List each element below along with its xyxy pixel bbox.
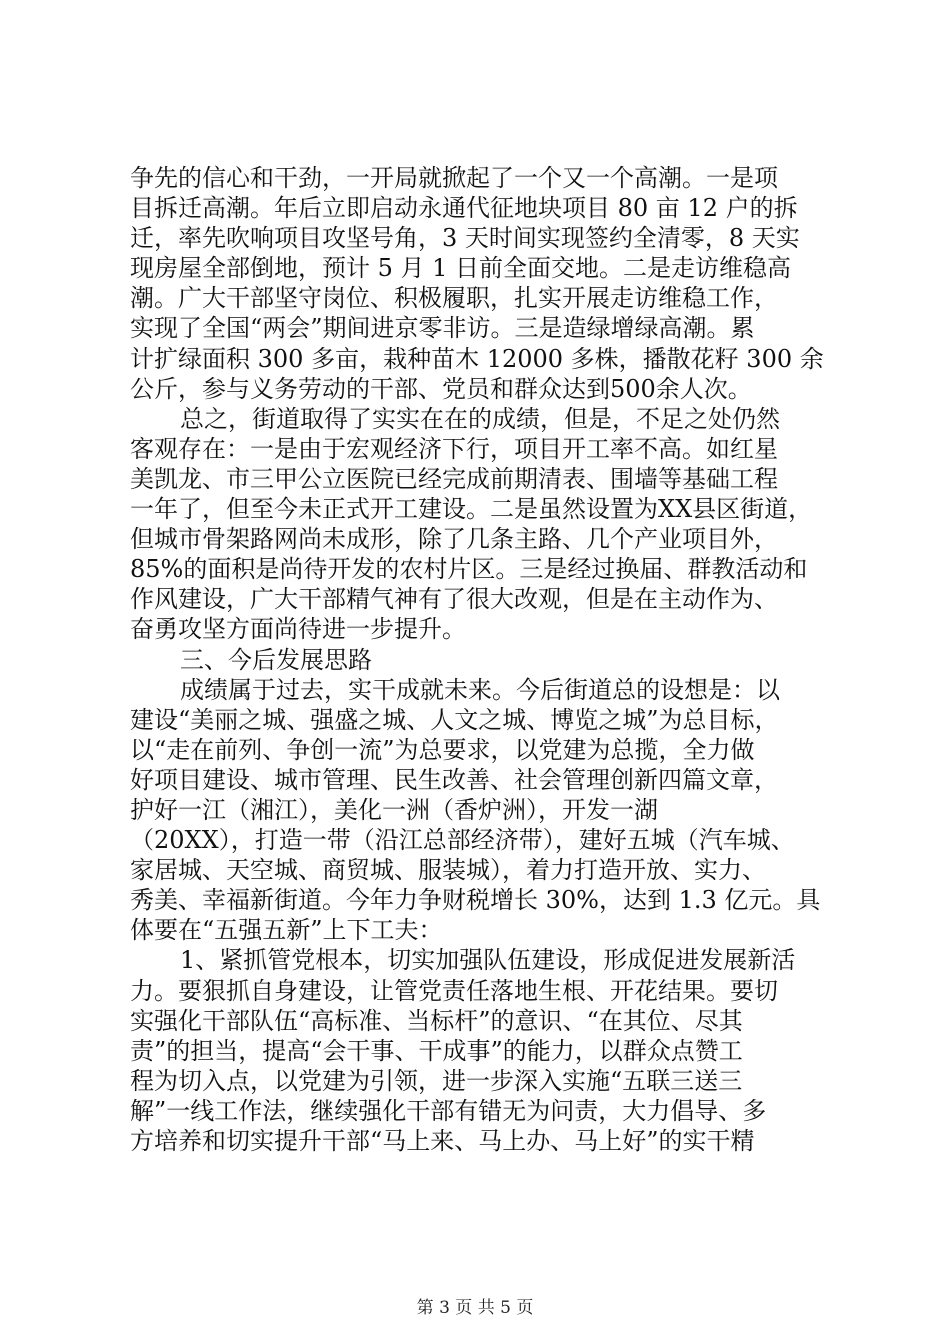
- text-line: 程为切入点，以党建为引领，进一步深入实施“五联三送三: [130, 1066, 743, 1095]
- text-line: 实强化干部队伍“高标准、当标杆”的意识、“在其位、尽其: [130, 1006, 743, 1035]
- text-line: 1、紧抓管党根本，切实加强队伍建设，形成促进发展新活: [180, 946, 796, 975]
- text-line: 潮。广大干部坚守岗位、积极履职，扎实开展走访维稳工作，: [130, 284, 778, 313]
- text-line: 实现了全国“两会”期间进京零非访。三是造绿增绿高潮。累: [130, 314, 755, 343]
- text-line: 争先的信心和干劲，一开局就掀起了一个又一个高潮。一是项: [130, 164, 778, 192]
- text-line: 客观存在：一是由于宏观经济下行，项目开工率不高。如红星: [130, 434, 778, 463]
- text-line: 美凯龙、市三甲公立医院已经完成前期清表、围墙等基础工程: [130, 464, 778, 493]
- text-line: 方培养和切实提升干部“马上来、马上办、马上好”的实干精: [130, 1127, 755, 1155]
- text-line: 计扩绿面积 300 多亩，栽种苗木 12000 多株，播散花籽 300 余: [130, 344, 824, 373]
- text-line: 体要在“五强五新”上下工夫：: [130, 916, 443, 945]
- text-line: 现房屋全部倒地，预计 5 月 1 日前全面交地。二是走访维稳高: [130, 254, 792, 283]
- body-text: [130, 163, 830, 1156]
- text-line: 作风建设，广大干部精气神有了很大改观，但是在主动作为、: [130, 585, 778, 614]
- text-line: 家居城、天空城、商贸城、服装城），着力打造开放、实力、: [130, 856, 766, 885]
- text-line: 但城市骨架路网尚未成形，除了几条主路、几个产业项目外，: [130, 525, 778, 554]
- page-number-footer: 第 3 页 共 5 页: [416, 1298, 534, 1318]
- text-line: 责”的担当，提高“会干事、干成事”的能力，以群众点赞工: [130, 1036, 743, 1065]
- text-line: 一年了，但至今未正式开工建设。二是虽然设置为XX县区街道，: [130, 495, 813, 524]
- text-line: （20XX），打造一带（沿江总部经济带），建好五城（汽车城、: [130, 826, 795, 855]
- text-line: 力。要狠抓自身建设，让管党责任落地生根、开花结果。要切: [130, 976, 778, 1005]
- text-line: 公斤，参与义务劳动的干部、党员和群众达到500余人次。: [130, 374, 752, 403]
- text-line: 成绩属于过去，实干成就未来。今后街道总的设想是：以: [180, 675, 780, 704]
- text-line: 秀美、幸福新街道。今年力争财税增长 30%，达到 1.3 亿元。具: [130, 886, 821, 915]
- text-line: 好项目建设、城市管理、民生改善、社会管理创新四篇文章，: [130, 765, 778, 794]
- text-line: 85%的面积是尚待开发的农村片区。三是经过换届、群教活动和: [130, 555, 808, 584]
- text-line: 迁，率先吹响项目攻坚号角，3 天时间实现签约全清零，8 天实: [130, 224, 800, 253]
- text-line: 总之，街道取得了实实在在的成绩，但是，不足之处仍然: [180, 404, 780, 433]
- text-line: 以“走在前列、争创一流”为总要求，以党建为总揽，全力做: [130, 735, 755, 764]
- text-line: 护好一江（湘江），美化一洲（香炉洲），开发一湖: [130, 795, 658, 824]
- section-heading: 三、今后发展思路: [180, 645, 372, 674]
- text-line: 解”一线工作法，继续强化干部有错无为问责，大力倡导、多: [130, 1096, 767, 1125]
- text-line: 建设“美丽之城、强盛之城、人文之城、博览之城”为总目标，: [130, 705, 779, 734]
- text-line: 目拆迁高潮。年后立即启动永通代征地块项目 80 亩 12 户的拆: [130, 194, 798, 223]
- text-line: 奋勇攻坚方面尚待进一步提升。: [130, 615, 466, 644]
